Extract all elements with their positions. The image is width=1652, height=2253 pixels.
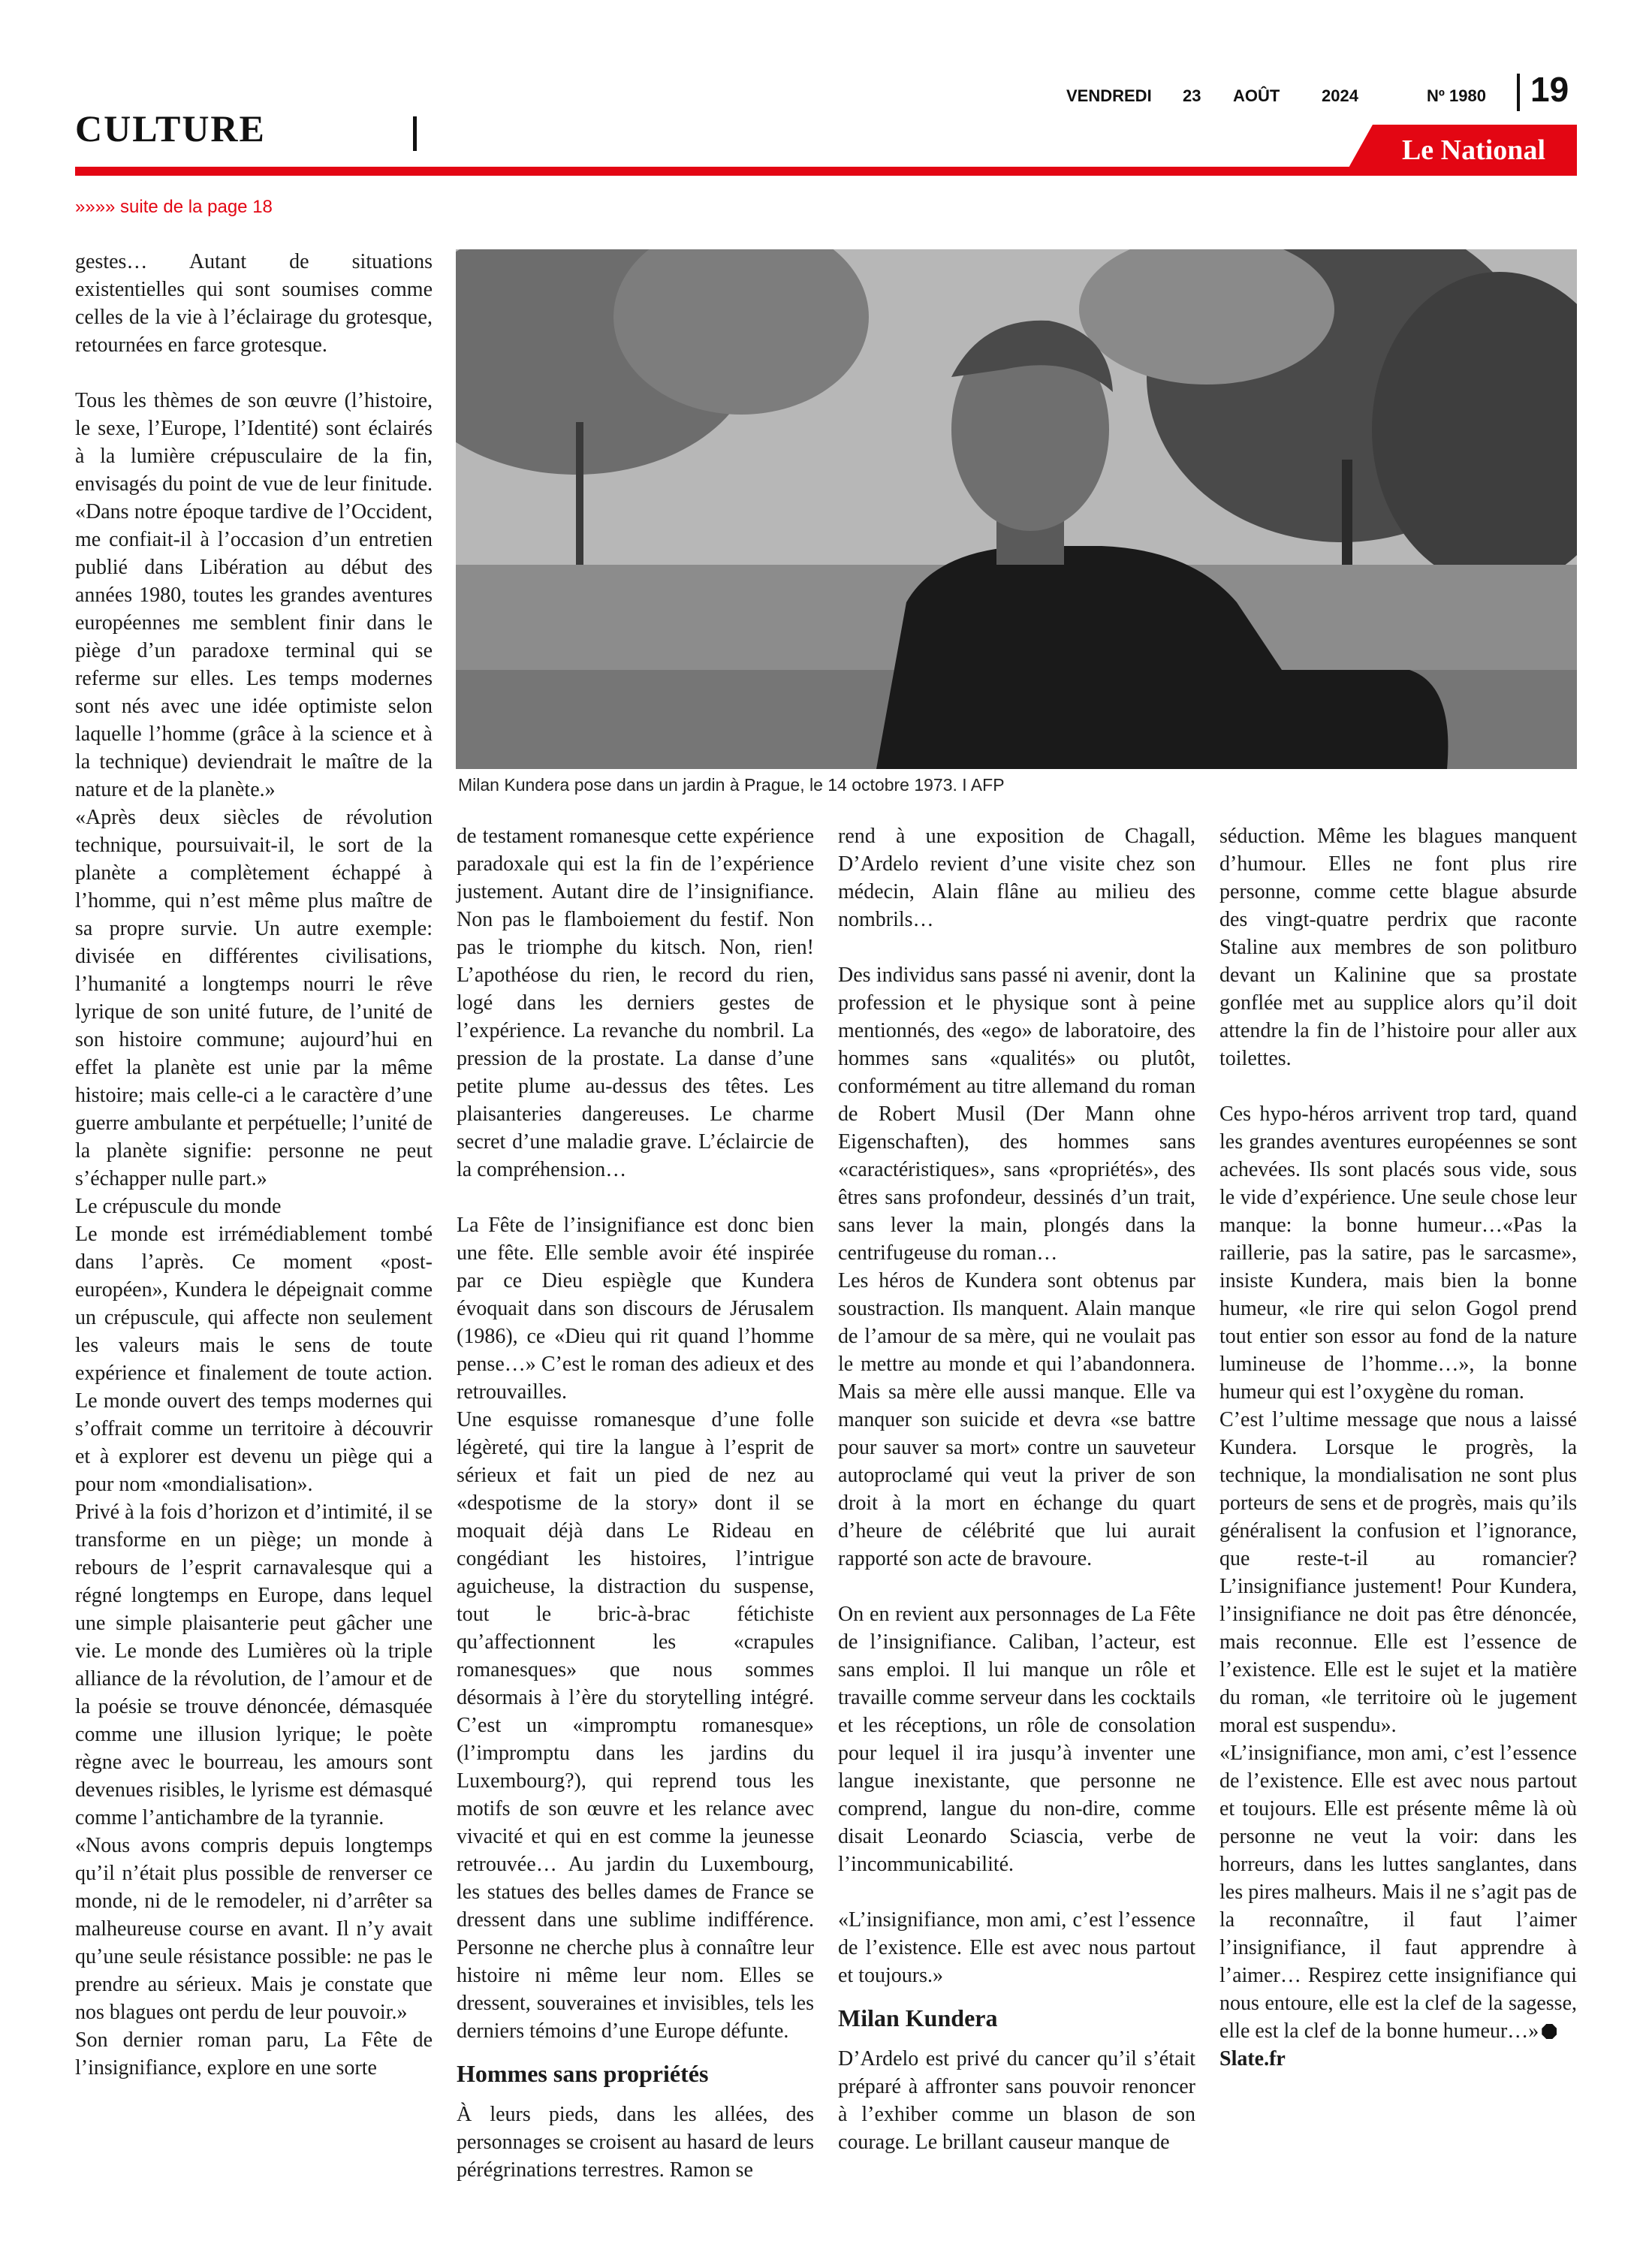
- paragraph: D’Ardelo est privé du cancer qu’il s’était préparé à affronter sans pouvoir renoncer à l’exhiber comme un blason de son courage. Le brillant causeur manque de: [838, 2047, 1195, 2154]
- pull-quote: «L’insignifiance, mon ami, c’est l’essence de l’existence. Elle est avec nous partout et toujours.»: [838, 1908, 1195, 1987]
- section-divider: [413, 116, 417, 151]
- quote-attribution: Milan Kundera: [838, 2004, 998, 2031]
- article-column-1: [75, 248, 433, 2082]
- paragraph: La Fête de l’insignifiance est donc bien une fête. Elle semble avoir été inspirée par ce Dieu espiègle que Kundera évoquait dans son discours de Jérusalem (1986), ce «Dieu qui rit quand l’homme pense…» C’est le roman des adieux et des retrouvailles.: [457, 1214, 814, 1404]
- date-month: AOÛT: [1233, 86, 1280, 105]
- paragraph: Ces hypo-héros arrivent trop tard, quand les grandes aventures européennes se sont achevées. Ils sont placés sous vide, sous le vide d’expérience. Une seule chose leur manque: la bonne humeur…«Pas la raillerie, pas la satire, pas le sarcasme», insiste Kundera, mais bien la bonne humeur, «le rire qui selon Gogol prend tout entier son essor au fond de la nature lumineuse de l’homme…», la bonne humeur qui est l’oxygène du roman.: [1219, 1102, 1577, 1404]
- paragraph: «Après deux siècles de révolution technique, poursuivait-il, le sort de la planète a complètement échappé à l’homme, qui n’est même plus maître de sa propre survie. Un autre exemple: divisée en différentes civilisations, l’humanité a longtemps nourri le rêve lyrique de son unité future, de l’unité de son histoire commune; aujourd’hui en effet la planète est unie par la même histoire; mais celle-ci a le caractère d’une guerre ambulante et perpétuelle; l’unité de la planète signifie: personne ne peut s’échapper nulle part.»: [75, 806, 433, 1190]
- article-column-2: [457, 822, 814, 2184]
- article-photo: [456, 249, 1577, 769]
- paragraph: Son dernier roman paru, La Fête de l’insignifiance, explore en une sorte: [75, 2028, 433, 2080]
- issue-number: Nº 1980: [1427, 86, 1486, 105]
- continued-from-label: »»»» suite de la page 18: [75, 197, 273, 217]
- date-number: 23: [1183, 86, 1201, 105]
- paragraph: Des individus sans passé ni avenir, dont la profession et le physique sont à peine mentionnés, des «ego» de laboratoire, des hommes sans «qualités» ou plutôt, conformément au titre allemand du roman de Robert Musil (Der Mann ohne Eigenschaften), des hommes sans «caractéristiques», sans «propriétés», des êtres sans profondeur, dessinés d’un trait, sans lever la main, plongés dans la centrifugeuse du roman…: [838, 964, 1195, 1265]
- paragraph: rend à une exposition de Chagall, D’Ardelo revient d’une visite chez son médecin, Alain flâne au milieu des nombrils…: [838, 825, 1195, 931]
- paragraph: gestes… Autant de situations existentielles qui sont soumises comme celles de la vie à l’éclairage du grotesque, retournées en farce grotesque.: [75, 250, 433, 357]
- paragraph: Les héros de Kundera sont obtenus par soustraction. Ils manquent. Alain manque de l’amour de sa mère, qui ne voulait pas le mettre au monde et qui l’abandonnera. Mais sa mère elle aussi manque. Elle va manquer son suicide et devra «se battre pour sauver sa mort» contre un sauveteur autoproclamé qui veut la priver de son droit à la mort en échange du quart d’heure de célébrité que lui aurait rapporté son acte de bravoure.: [838, 1269, 1195, 1570]
- brand-name: Le National: [1401, 134, 1545, 166]
- paragraph: Tous les thèmes de son œuvre (l’histoire, le sexe, l’Europe, l’Identité) sont éclairés à la lumière crépusculaire de la fin, envisagés du point de vue de leur finitude. «Dans notre époque tardive de l’Occident, me confiait-il à l’occasion d’un entretien publié dans Libération au début des années 1980, toutes les grandes aventures européennes me semblent finir dans le piège d’un paradoxe terminal qui se referme sur elles. Les temps modernes sont nés avec une idée optimiste selon laquelle l’homme (grâce à la science et à la technique) deviendrait le maître de la nature et de la planète.»: [75, 389, 433, 801]
- end-of-article-icon: [1542, 2024, 1557, 2039]
- paragraph: Une esquisse romanesque d’une folle légèreté, qui tire la langue à l’esprit de sérieux et fait un pied de nez au «despotisme de la story» dont il se moquait déjà dans Le Rideau en congédiant les histoires, l’intrigue aguicheuse, la distraction du suspense, tout le bric-à-brac fétichiste qu’affectionnent les «crapules romanesques» que nous sommes désormais à l’ère du storytelling intégré. C’est un «impromptu romanesque» (l’impromptu dans les jardins du Luxembourg?), qui reprend tous les motifs de son œuvre et les relance avec vivacité et qui en est comme la jeunesse retrouvée… Au jardin du Luxembourg, les statues des belles dames de France se dressent dans une sublime indifférence. Personne ne cherche plus à connaître leur histoire ni même leur nom. Elles se dressent, souveraines et invisibles, tels les derniers témoins d’une Europe défunte.: [457, 1408, 814, 2043]
- article-source: Slate.fr: [1219, 2047, 1286, 2071]
- paragraph: de testament romanesque cette expérience paradoxale qui est la fin de l’expérience justement. Autant dire de l’insignifiance. Non pas le flamboiement du festif. Non pas le triomphe du kitsch. Non, rien! L’apothéose du rien, le record du rien, logé dans les derniers gestes de l’expérience. La revanche du nombril. La pression de la prostate. La danse d’une petite plume au-dessus des têtes. Les plaisanteries dangereuses. Le charme secret d’une maladie grave. L’éclaircie de la compréhension…: [457, 825, 814, 1181]
- subheading: Le crépuscule du monde: [75, 1195, 282, 1218]
- subheading: Hommes sans propriétés: [457, 2060, 709, 2087]
- paragraph: [1219, 1739, 1577, 2045]
- date-year: 2024: [1322, 86, 1358, 105]
- photo-caption: Milan Kundera pose dans un jardin à Prague, le 14 octobre 1973. I AFP: [458, 775, 1005, 795]
- article-column-3: [838, 822, 1195, 2156]
- paragraph: On en revient aux personnages de La Fête de l’insignifiance. Caliban, l’acteur, est sans emploi. Il lui manque un rôle et travaille comme serveur dans les cocktails et les réceptions, un rôle de consolation pour lequel il ira jusqu’à inventer une langue inexistante, que personne ne comprend, langue du non-dire, comme disait Leonardo Sciascia, verbe de l’incommunicabilité.: [838, 1603, 1195, 1876]
- paragraph: Privé à la fois d’horizon et d’intimité, il se transforme en un piège; un monde à rebours de l’esprit carnavalesque qui a régné longtemps en Europe, dans lequel une simple plaisanterie peut gâcher une vie. Le monde des Lumières où la triple alliance de la révolution, de l’amour et de la poésie se trouve dénoncée, démasquée comme une illusion lyrique; le poète règne avec le bourreau, les amours sont devenues risibles, le lyrisme est démasqué comme l’antichambre de la tyrannie.: [75, 1500, 433, 1829]
- paragraph: À leurs pieds, dans les allées, des personnages se croisent au hasard de leurs pérégrinations terrestres. Ramon se: [457, 2103, 814, 2182]
- article-column-4: [1219, 822, 1577, 2073]
- date-day: VENDREDI: [1066, 86, 1152, 105]
- photo-illustration: [456, 249, 1577, 769]
- paragraph: C’est l’ultime message que nous a laissé Kundera. Lorsque le progrès, la technique, la mondialisation ne sont plus porteurs de sens et de progrès, mais qu’ils généralisent la confusion et l’ignorance, que reste-t-il au romancier? L’insignifiance justement! Pour Kundera, l’insignifiance ne doit pas être dénoncée, mais reconnue. Elle est l’essence de l’existence. Elle est le sujet et la matière du roman, «le territoire où le jugement moral est suspendu».: [1219, 1408, 1577, 1737]
- closing-quote-text: «L’insignifiance, mon ami, c’est l’essence de l’existence. Elle est avec nous partout et toujours. Elle est présente même là où personne ne veut la voir: dans les horreurs, dans les luttes sanglantes, dans les pires malheurs. Mais il ne s’agit pas de la reconnaître, il faut l’aimer l’insignifiance, il faut apprendre à l’aimer… Respirez cette insignifiance qui nous entoure, elle est la clef de la sagesse, elle est la clef de la bonne humeur…»: [1219, 1742, 1577, 2043]
- page-number-divider: [1517, 74, 1520, 111]
- section-title: CULTURE: [75, 107, 266, 149]
- paragraph: séduction. Même les blagues manquent d’humour. Elles ne font plus rire personne, comme cette blague absurde des vingt-quatre perdrix que raconte Staline aux membres de son politburo devant un Kalinine que sa prostate gonflée met au supplice alors qu’il doit attendre la fin de l’histoire pour aller aux toilettes.: [1219, 825, 1577, 1070]
- paragraph: Le monde est irrémédiablement tombé dans l’après. Ce moment «post-européen», Kundera le dépeignait comme un crépuscule, qui affecte non seulement les valeurs mais le sens de toute expérience et finalement de toute action. Le monde ouvert des temps modernes qui s’offrait comme un territoire à découvrir et à explorer est devenu un piège qui a pour nom «mondialisation».: [75, 1223, 433, 1496]
- paragraph: «Nous avons compris depuis longtemps qu’il n’était plus possible de renverser ce monde, ni de le remodeler, ni d’arrêter sa malheureuse course en avant. Il n’y avait qu’une seule résistance possible: ne pas le prendre au sérieux. Mais je constate que nos blagues ont perdu de leur pouvoir.»: [75, 1834, 433, 2024]
- page-number: 19: [1530, 70, 1569, 109]
